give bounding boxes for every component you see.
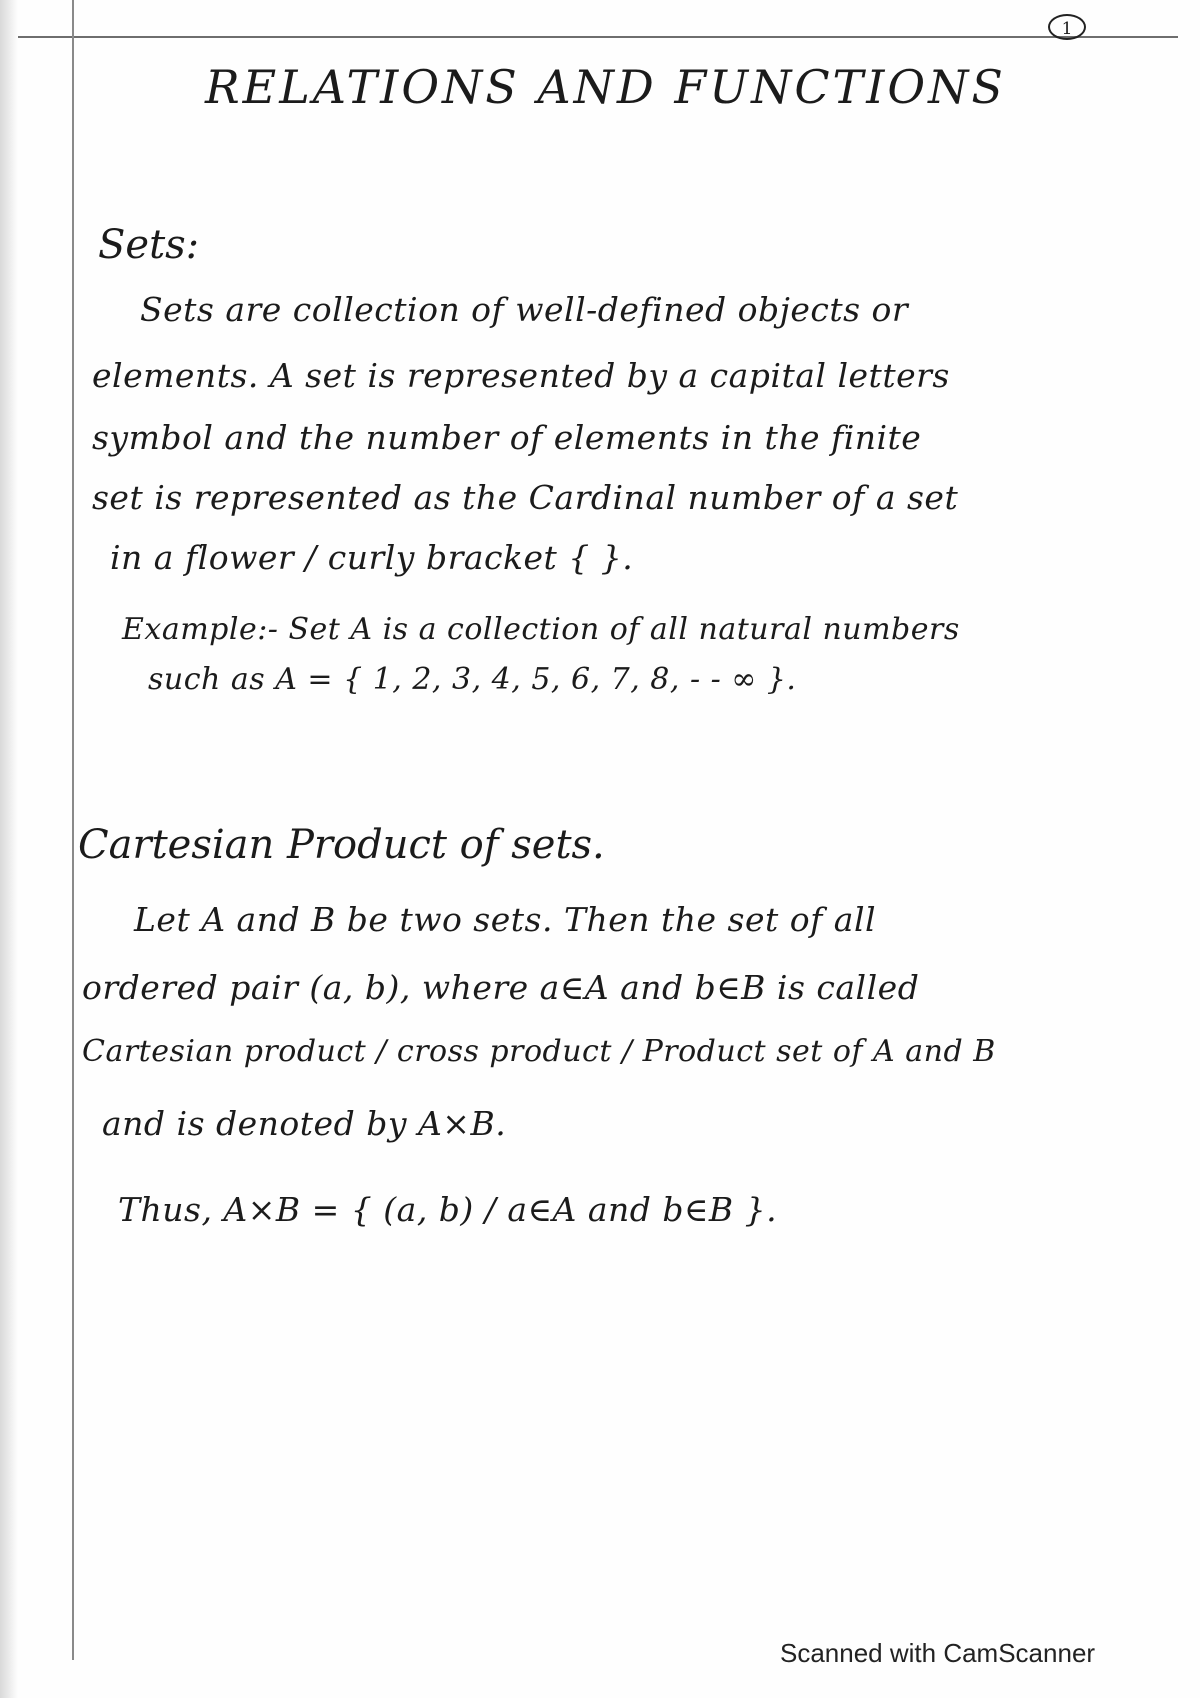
example-line-1: Example:- Set A is a collection of all natural numbers — [122, 612, 960, 647]
top-rule-line — [18, 36, 1178, 38]
page-title: RELATIONS AND FUNCTIONS — [205, 60, 1006, 114]
sets-line-3: symbol and the number of elements in the finite — [92, 418, 922, 457]
sets-heading: Sets: — [98, 222, 200, 268]
page-edge-shadow — [0, 0, 18, 1698]
example-line-2: such as A = { 1, 2, 3, 4, 5, 6, 7, 8, - - ∞ }. — [148, 662, 797, 697]
cartesian-line-2: ordered pair (a, b), where a∈A and b∈B is called — [82, 968, 920, 1007]
sets-line-5: in a flower / curly bracket { }. — [110, 538, 634, 577]
sets-line-1: Sets are collection of well-defined objects or — [140, 290, 909, 329]
margin-rule-line — [72, 0, 74, 1660]
cartesian-line-4: and is denoted by A×B. — [102, 1104, 507, 1143]
sets-line-2: elements. A set is represented by a capital letters — [92, 356, 950, 395]
cartesian-thus-line: Thus, A×B = { (a, b) / a∈A and b∈B }. — [118, 1190, 778, 1229]
cartesian-heading: Cartesian Product of sets. — [78, 822, 605, 868]
page-number: 1 — [1048, 14, 1086, 40]
sets-line-4: set is represented as the Cardinal number of a set — [92, 478, 959, 517]
cartesian-line-1: Let A and B be two sets. Then the set of all — [134, 900, 877, 939]
scanner-watermark: Scanned with CamScanner — [780, 1638, 1096, 1668]
cartesian-line-3: Cartesian product / cross product / Product set of A and B — [82, 1034, 996, 1069]
